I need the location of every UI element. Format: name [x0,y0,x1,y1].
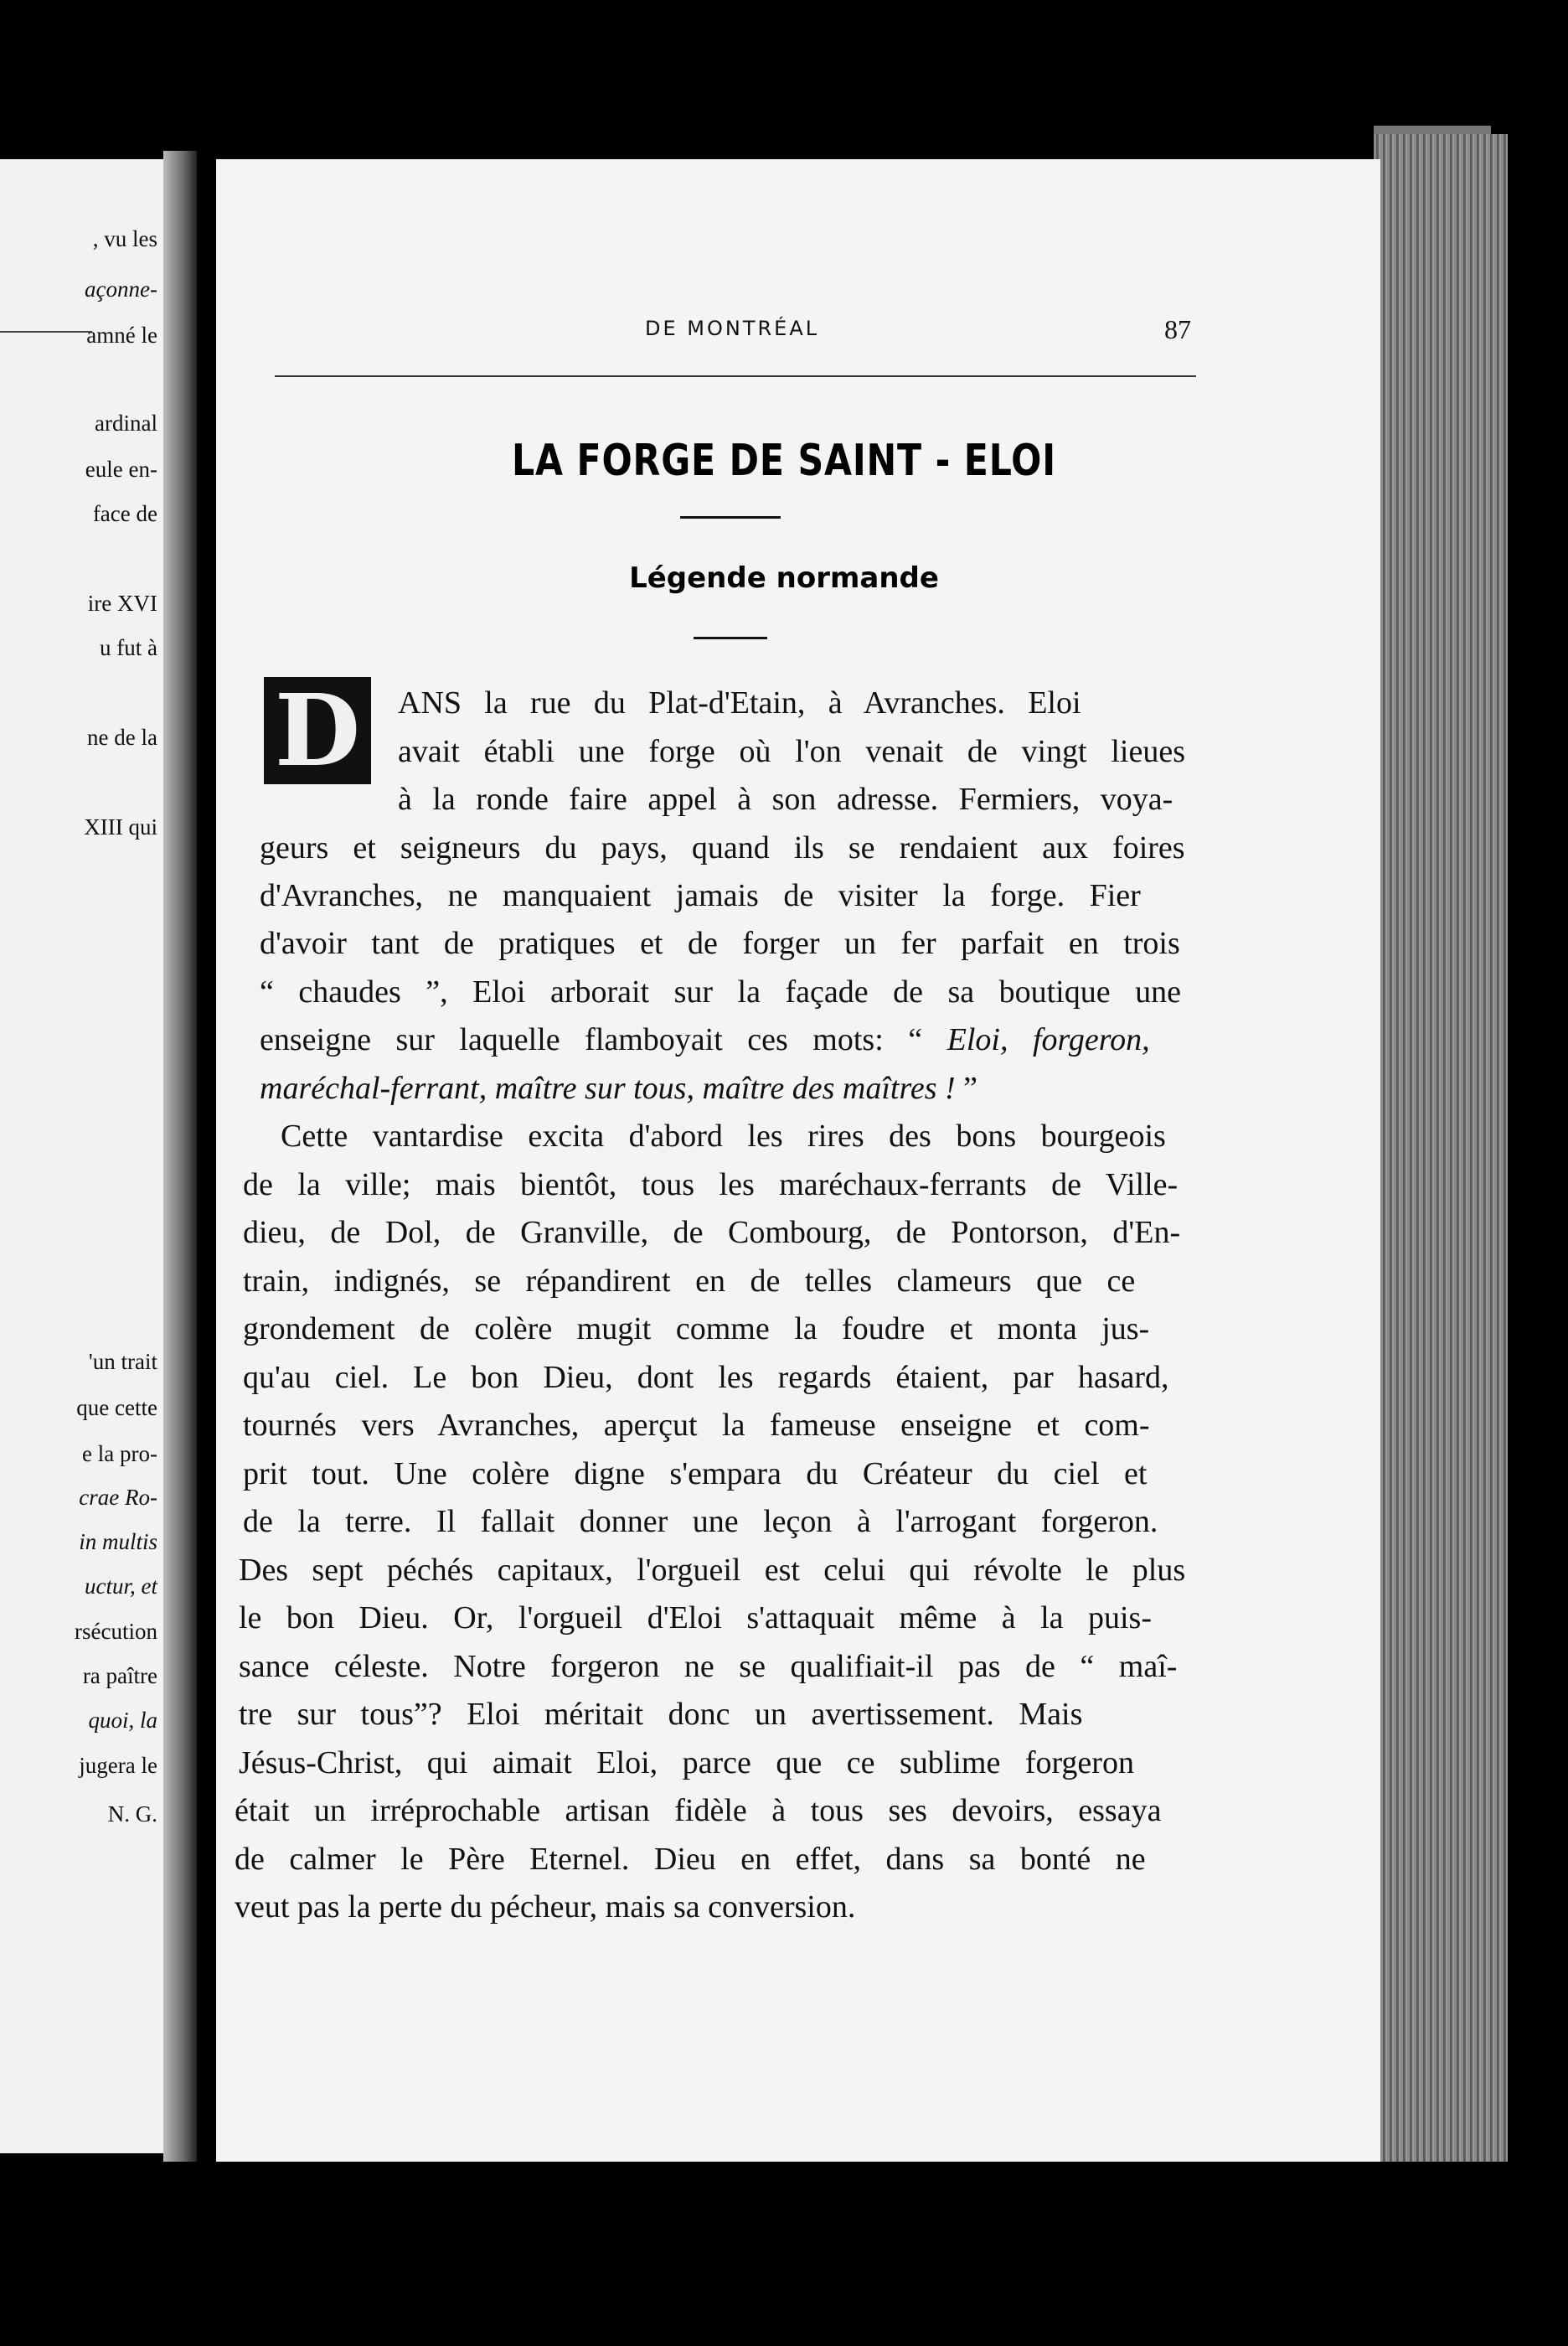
text-span: Cette vantardise excita d'abord les rires des bons bourgeois [281,1119,1166,1154]
body-line [260,976,1181,1008]
text-span: de la ville; mais bientôt, tous les maréchaux-ferrants de Ville- [243,1167,1179,1202]
left-page-line: , vu les [92,226,157,251]
text-span: qu'au ciel. Le bon Dieu, dont les regards étaient, par hasard, [243,1360,1169,1395]
text-span: “ chaudes ”, Eloi arborait sur la façade de sa boutique une [260,974,1181,1010]
body-line [260,832,1185,864]
text-span: ” [955,1071,978,1106]
body-line [235,1891,855,1923]
left-page-line: crae Ro- [79,1485,157,1510]
body-line [398,783,1173,815]
body-line [235,1843,1146,1875]
left-page-line: jugera le [79,1753,157,1778]
text-span: Des sept péchés capitaux, l'orgueil est celui qui révolte le plus [239,1553,1186,1588]
body-line [243,1313,1149,1345]
left-page-line: face de [92,501,157,526]
left-page-line: u fut à [100,635,157,660]
text-span: d'Avranches, ne manquaient jamais de visiter la forge. Fier [260,878,1141,913]
page-number: 87 [1164,314,1191,344]
chapter-title: LA FORGE DE SAINT - ELOI [512,436,1056,486]
running-head: DE MONTRÉAL [645,317,820,340]
body-line [239,1698,1082,1730]
left-page-line: 'un trait [88,1349,157,1374]
body-line [235,1795,1161,1827]
body-line [243,1169,1178,1201]
title-rule [680,516,781,519]
body-line [243,1458,1147,1490]
text-span: tournés vers Avranches, aperçut la fameuse enseigne et com- [243,1408,1150,1443]
header-rule [275,375,1196,377]
body-line [243,1265,1135,1297]
text-span: prit tout. Une colère digne s'empara du Créateur du ciel et [243,1456,1148,1491]
body-line [243,1217,1180,1248]
left-page-line: ardinal [95,411,157,436]
body-line [239,1602,1152,1634]
text-span: de calmer le Père Eternel. Dieu en effet, dans sa bonté ne [235,1842,1146,1877]
body-line [281,1120,1166,1152]
body-line [239,1651,1177,1682]
left-page-line: uctur, et [85,1573,157,1599]
body-line [398,736,1185,767]
left-page-line: que cette [76,1395,157,1420]
body-line [260,928,1180,959]
text-span: dieu, de Dol, de Granville, de Combourg, de Pontorson, d'En- [243,1215,1181,1250]
left-page-line: in multis [79,1529,157,1554]
text-span: veut pas la perte du pécheur, mais sa conversion. [235,1889,856,1925]
text-span: Jésus-Christ, qui aimait Eloi, parce que ce sublime forgeron [239,1745,1134,1780]
left-page-line: N. G. [107,1801,157,1827]
left-page-rule [0,331,92,333]
left-page-line: ra paître [82,1663,157,1688]
text-span: geurs et seigneurs du pays, quand ils se rendaient aux foires [260,830,1185,866]
body-line [243,1506,1158,1537]
text-span: grondement de colère mugit comme la foudre et monta jus- [243,1311,1150,1346]
body-line [243,1409,1150,1441]
text-span: à la ronde faire appel à son adresse. Fermiers, voya- [398,782,1173,817]
text-span: le bon Dieu. Or, l'orgueil d'Eloi s'attaquait même à la puis- [239,1600,1152,1635]
text-span: était un irréprochable artisan fidèle à tous ses devoirs, essaya [235,1793,1162,1828]
text-span: train, indignés, se répandirent en de telles clameurs que ce [243,1263,1136,1299]
text-span: ANS la rue du Plat-d'Etain, à Avranches. Eloi [398,685,1081,721]
body-line [239,1747,1134,1779]
text-span: sance céleste. Notre forgeron ne se qualifiait-il pas de “ maî- [239,1649,1178,1684]
body-line [260,880,1141,912]
left-page-line: ne de la [87,725,157,750]
body-line [260,1072,977,1104]
text-span: avait établi une forge où l'on venait de vingt lieues [398,734,1185,769]
text-span: enseigne sur laquelle flamboyait ces mots: “ [260,1022,947,1057]
text-span: de la terre. Il fallait donner une leçon à l'arrogant forgeron. [243,1504,1158,1539]
left-page-line: eule en- [85,457,157,482]
left-page-line: rsécution [75,1619,157,1644]
left-page-line: quoi, la [88,1708,157,1733]
left-page-line: amné le [86,323,157,348]
text-span: d'avoir tant de pratiques et de forger un fer parfait en trois [260,926,1180,961]
left-page-line: açonne- [85,276,157,302]
chapter-subtitle: Légende normande [629,561,939,595]
drop-cap: D [264,677,371,784]
left-page-line: e la pro- [82,1441,157,1466]
body-line [239,1554,1185,1586]
italic-text: Eloi, forgeron, [946,1022,1150,1057]
left-page-line: ire XVI [87,591,157,616]
body-line [260,1024,1150,1056]
subtitle-rule [694,637,767,639]
left-page-line: XIII qui [84,814,157,840]
italic-text: maréchal-ferrant, maître sur tous, maître des maîtres ! [260,1071,956,1106]
body-line [398,687,1081,719]
body-line [243,1362,1169,1393]
text-span: tre sur tous”? Eloi méritait donc un avertissement. Mais [239,1697,1083,1732]
